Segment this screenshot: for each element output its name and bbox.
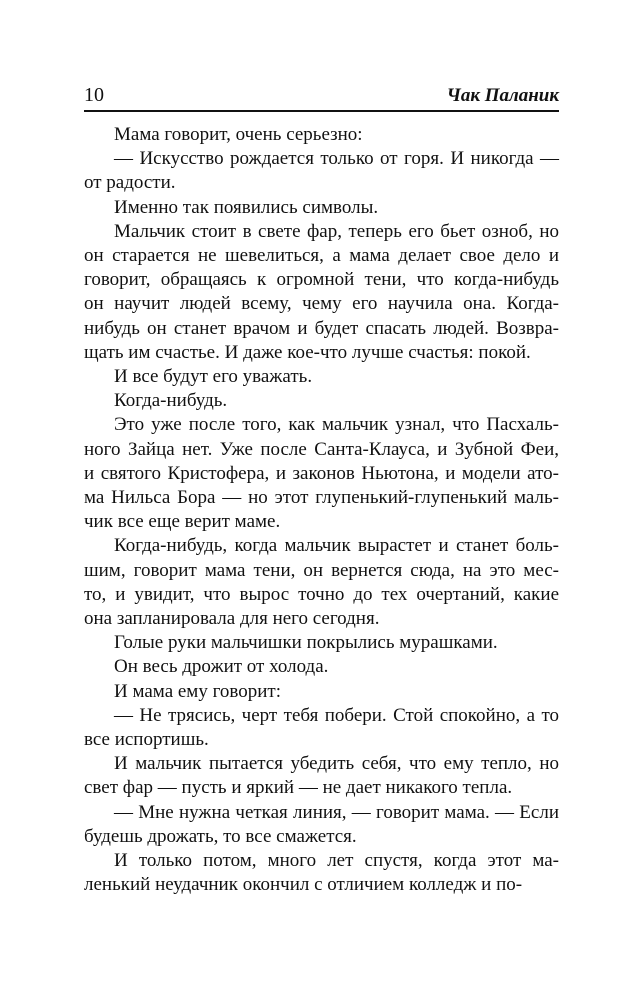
paragraph [84,534,559,631]
text-line: И все будут его уважать. [114,366,313,388]
text-line: Когда-нибудь. [114,390,228,412]
paragraph [84,655,559,679]
paragraph [84,631,559,655]
text-line: Мальчик стоит в свете фар, теперь его бьет озноб, но [114,220,559,242]
text-line: — Не трясись, черт тебя побери. Стой спокойно, а то [114,704,559,726]
text-line: И мама ему говорит: [114,680,281,702]
text-line: ма Нильса Бора — но этот глупенький-глупенький маль- [84,487,559,509]
paragraph [84,801,559,849]
text-line: Это уже после того, как мальчик узнал, что Пасхаль- [114,414,559,436]
text-line: — Мне нужна четкая линия, — говорит мама. — Если [114,801,559,823]
text-line: свет фар — пусть и яркий — не дает никакого тепла. [84,777,513,799]
paragraph [84,680,559,704]
text-line: Когда-нибудь, когда мальчик вырастет и станет боль- [114,535,559,557]
text-line: Именно так появились символы. [114,196,379,218]
paragraph [84,196,559,220]
text-line: И только потом, много лет спустя, когда этот ма- [114,850,559,872]
paragraph [84,147,559,195]
paragraph [84,704,559,752]
text-line: то, и увидит, что вырос точно до тех очертаний, какие [84,583,559,605]
page-number: 10 [84,84,104,106]
text-line: щать им счастье. И даже кое-что лучше счастья: покой. [84,341,531,363]
text-line: чик все еще верит маме. [84,511,281,533]
text-line: от радости. [84,172,176,194]
paragraph [84,849,559,897]
text-line: Голые руки мальчишки покрылись мурашками. [114,632,498,654]
page-header [84,82,559,112]
paragraph [84,413,559,534]
text-line: Мама говорит, очень серьезно: [114,124,363,145]
text-line: и святого Кристофера, и законов Ньютона, и модели ато- [84,462,559,484]
text-line: ленький неудачник окончил с отличием колледж и по- [84,874,523,896]
body-text [84,123,559,898]
paragraph [84,752,559,800]
running-title: Чак Паланик [446,85,559,106]
text-line: будешь дрожать, то все смажется. [84,825,357,847]
text-line: шим, говорит мама тени, он вернется сюда, на это мес- [84,559,559,581]
text-line: он старается не шевелиться, а мама делает свое дело и [84,245,559,267]
text-line: нибудь он станет врачом и будет спасать людей. Возвра- [84,317,559,339]
text-line: И мальчик пытается убедить себя, что ему тепло, но [114,753,559,775]
text-line: все испортишь. [84,729,209,751]
paragraph [84,389,559,413]
text-line: — Искусство рождается только от горя. И никогда — [114,148,559,170]
paragraph [84,220,559,365]
text-line: она запланировала для него сегодня. [84,608,380,630]
paragraph [84,123,559,147]
paragraph [84,365,559,389]
text-line: он научит людей всему, чему его научила она. Когда- [84,293,559,315]
text-line: говорит, обращаясь к огромной тени, что когда-нибудь [84,269,559,291]
text-line: Он весь дрожит от холода. [114,656,329,678]
text-line: ного Зайца нет. Уже после Санта-Клауса, и Зубной Феи, [84,438,559,460]
